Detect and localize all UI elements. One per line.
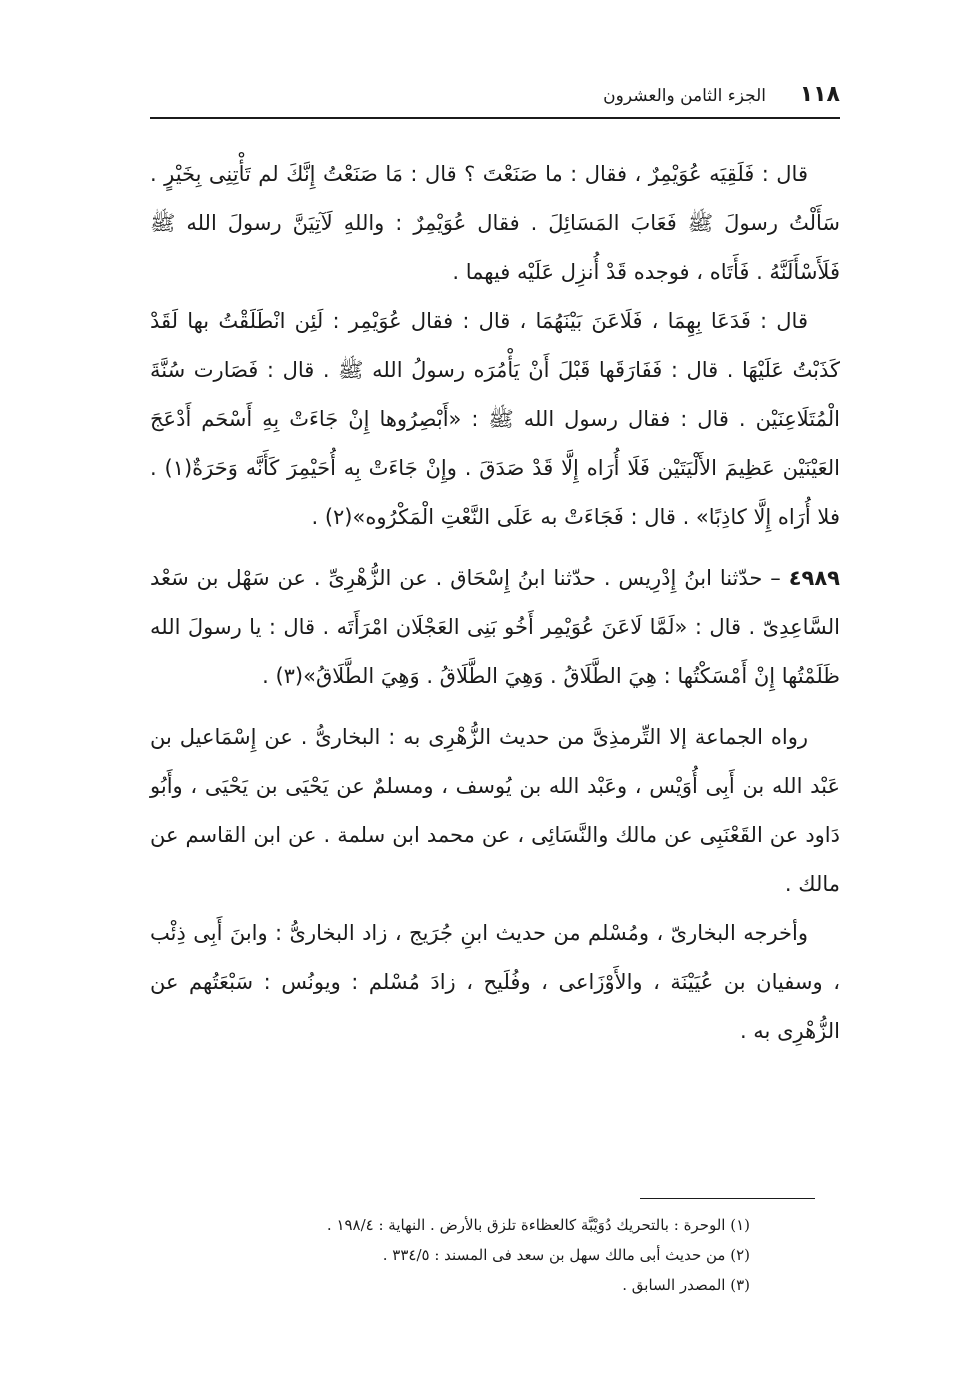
hadith-number: ٤٩٨٩ xyxy=(788,566,840,590)
footnotes xyxy=(150,1210,750,1300)
footnote-3: (٣) المصدر السابق . xyxy=(622,1276,750,1294)
main-text xyxy=(150,150,840,1056)
hadith-paragraph xyxy=(150,554,840,701)
header-divider xyxy=(150,117,840,119)
page-number: ١١٨ xyxy=(799,82,840,107)
footnote-2: (٢) من حديث أبى مالك سهل بن سعد فى المسند : ٣٣٤/٥ . xyxy=(382,1246,750,1264)
commentary-paragraph-2: وأخرجه البخارىّ ، ومُسْلم من حديث ابنِ جُرَيج ، زاد البخارىُّ : وابنَ أَبِى ذِئْب ، وسفيان بن عُيَيْنَة ، والأَوْزَاعى ، وفُلَيح ، زادَ مُسْلم : ويونُس : سَبْعَتُهم عن الزُّهْرِى به . xyxy=(150,921,840,1043)
running-head: الجزء الثامن والعشرون xyxy=(603,86,766,106)
page-header xyxy=(150,80,840,114)
footnote-divider xyxy=(640,1198,815,1199)
commentary-paragraph-1: رواه الجماعة إلا التِّرمذِىَّ من حديث الزُّهْرِى به : البخارىُّ . عن إِسْمَاعيل بن عَبْد الله بن أَبِى أُوَيْس ، وعَبْد الله بن يُوسف ، ومسلمٌ عن يَحْيَى بن يَحْيَى ، وأَبُو دَاود عن القَعْنَبِى عن مالك والنَّسَائِى ، عن محمد ابن سلمة . عن ابن القاسم عن مالك . xyxy=(150,725,840,896)
hadith-text: – حدّثنا ابنُ إِدْرِيس . حدّثنا ابنُ إِسْحَاق . عن الزُّهْرِىِّ . عن سَهْل بن سَعْد السَّاعِدِىّ . قال : «لَمَّا لَاعَنَ عُوَيْمِر أَخُو بَنِى العَجْلَان امْرَأَتَه . قال : يا رسولَ الله ظَلَمْتُها إِنْ أَمْسَكْتُها : هِيَ الطَّلَاقُ . وَهِيَ الطَّلَاقُ . وَهِيَ الطَّلَاقُ»(٣) . xyxy=(150,566,840,688)
paragraph-2: قال : فَدَعَا بِهِمَا ، فَلَاعَنَ بَيْنَهُمَا ، قال : فقال عُوَيْمِر : لَئِن انْطَلَقْتُ بها لَقَدْ كَذَبْتُ عَلَيْهَا . قال : فَفَارَقَها قَبْلَ أَنْ يَأْمُرَه رسولُ الله ﷺ . قال : فَصَارت سُنَّةَ الْمُتَلَاعِنَيْن . قال : فقال رسول الله ﷺ : «أَبْصِرُوها إِنْ جَاءَتْ بِهِ أَسْحَم أَدْعَجَ العَيْنَيْن عَظِيمَ الأَلْيَتَيْن فَلَا أُرَاه إِلَّا قَدْ صَدَقَ . وإِنْ جَاءَتْ بِه أُحَيْمِرَ كَأَنَّه وَحَرَةٌ(١) . فلا أُرَاه إِلَّا كاذِبًا» . قال : فَجَاءَتْ به عَلَى النَّعْتِ الْمَكْرُوه»(٢) . xyxy=(150,309,841,529)
footnote-1: (١) الوحرة : بالتحريك دُوَيْبَّة كالعظاءة تلزق بالأرض . النهاية : ١٩٨/٤ . xyxy=(326,1216,750,1234)
paragraph-1: قال : فَلَقِيَه عُوَيْمِرٌ ، فقال : ما صَنَعْتَ ؟ قال : مَا صَنَعْتُ إِنَّكَ لم تَأْتِنِى بِخَيْرٍ . سَأَلْتُ رسولَ ﷺ فَعَابَ المَسَائِلَ . فقال عُوَيْمِرٌ : واللهِ لَآتِيَنَّ رسولَ الله ﷺ فَلَأَسْأَلَنَّهُ . فَأَتَاه ، فوجده قَدْ أُنزِل عَلَيْه فيهما . xyxy=(150,162,840,284)
